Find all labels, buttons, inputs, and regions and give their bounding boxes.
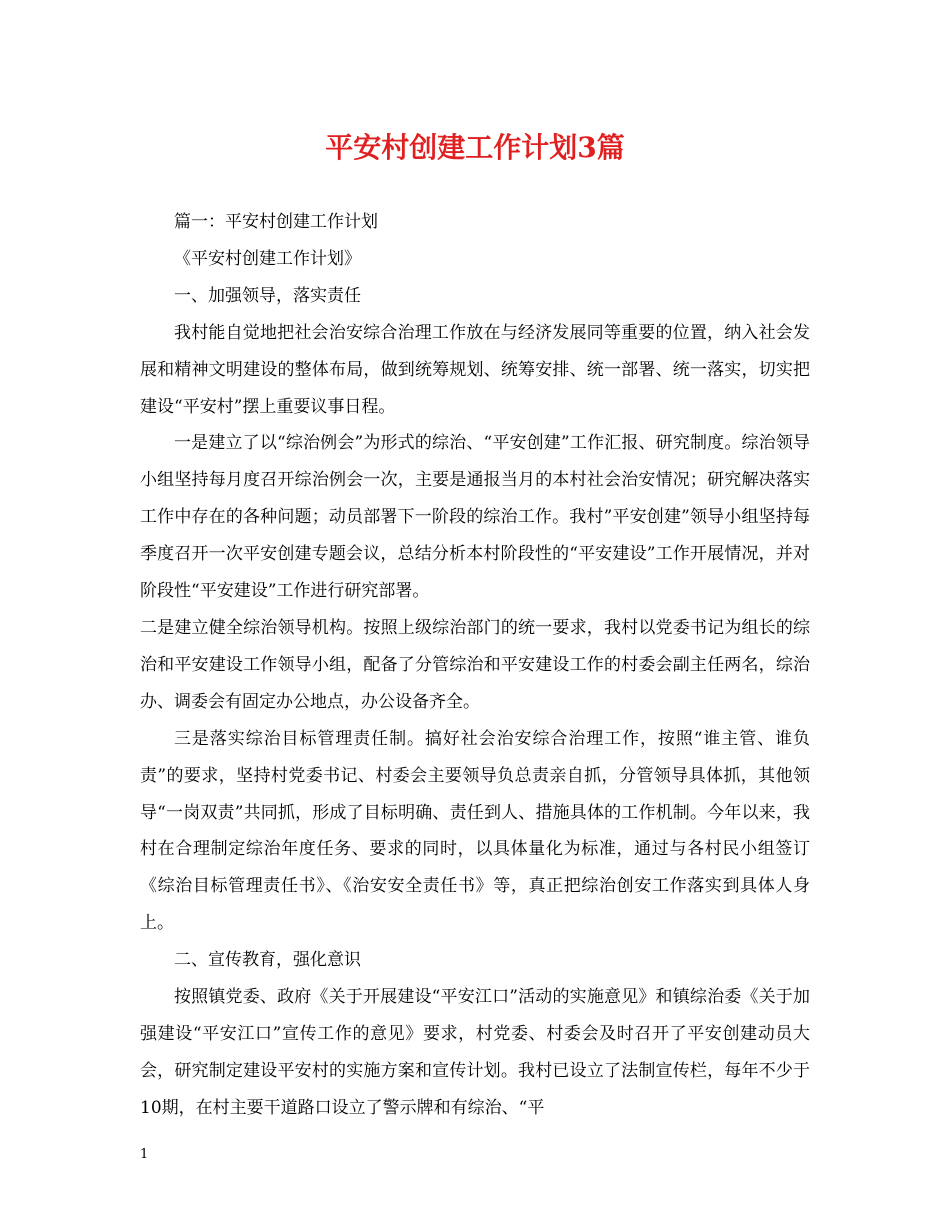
sub-title: 《平安村创建工作计划》 [174, 248, 361, 269]
section-heading: 二、宣传教育，强化意识 [174, 950, 361, 971]
document-body [140, 204, 810, 1127]
paragraph: 一是建立了以“综治例会”为形式的综治、“平安创建”工作汇报、研究制度。综治领导小组坚持每月度召开综治例会一次，主要是通报当月的本村社会治安情况；研究解决落实工作中存在的各种问题；动员部署下一阶段的综治工作。我村”平安创建”领导小组坚持每季度召开一次平安创建专题会议，总结分析本村阶段性的“平安建设”工作开展情况，并对阶段性“平安建设”工作进行研究部署。 [140, 433, 810, 602]
section-heading: 篇一：平安村创建工作计划 [174, 212, 378, 232]
paragraph: 三是落实综治目标管理责任制。搞好社会治安综合治理工作，按照“谁主管、谁负责”的要求，坚持村党委书记、村委会主要领导负总责亲自抓，分管领导具体抓，其他领导“一岗双责”共同抓，形成了目标明确、责任到人、措施具体的工作机制。今年以来，我村在合理制定综治年度任务、要求的同时，以具体量化为标准，通过与各村民小组签订《综治目标管理责任书》、《治安安全责任书》等，真正把综治创安工作落实到具体人身上。 [140, 728, 810, 934]
section-heading: 一、加强领导，落实责任 [174, 285, 361, 306]
paragraph: 二是建立健全综治领导机构。按照上级综治部门的统一要求，我村以党委书记为组长的综治和平安建设工作领导小组，配备了分管综治和平安建设工作的村委会副主任两名，综治办、调委会有固定办公地点，办公设备齐全。 [140, 617, 810, 712]
paragraph: 我村能自觉地把社会治安综合治理工作放在与经济发展同等重要的位置，纳入社会发展和精神文明建设的整体布局，做到统筹规划、统筹安排、统一部署、统一落实，切实把建设“平安村”摆上重要议事日程。 [140, 322, 810, 417]
document-title: 平安村创建工作计划3篇 [325, 131, 625, 164]
paragraph: 按照镇党委、政府《关于开展建设“平安江口”活动的实施意见》和镇综治委《关于加强建设“平安江口”宣传工作的意见》要求，村党委、村委会及时召开了平安创建动员大会，研究制定建设平安村的实施方案和宣传计划。我村已设立了法制宣传栏，每年不少于10期，在村主要干道路口设立了警示牌和有综治、“平 [140, 987, 810, 1118]
page-number: 1 [140, 1147, 149, 1162]
